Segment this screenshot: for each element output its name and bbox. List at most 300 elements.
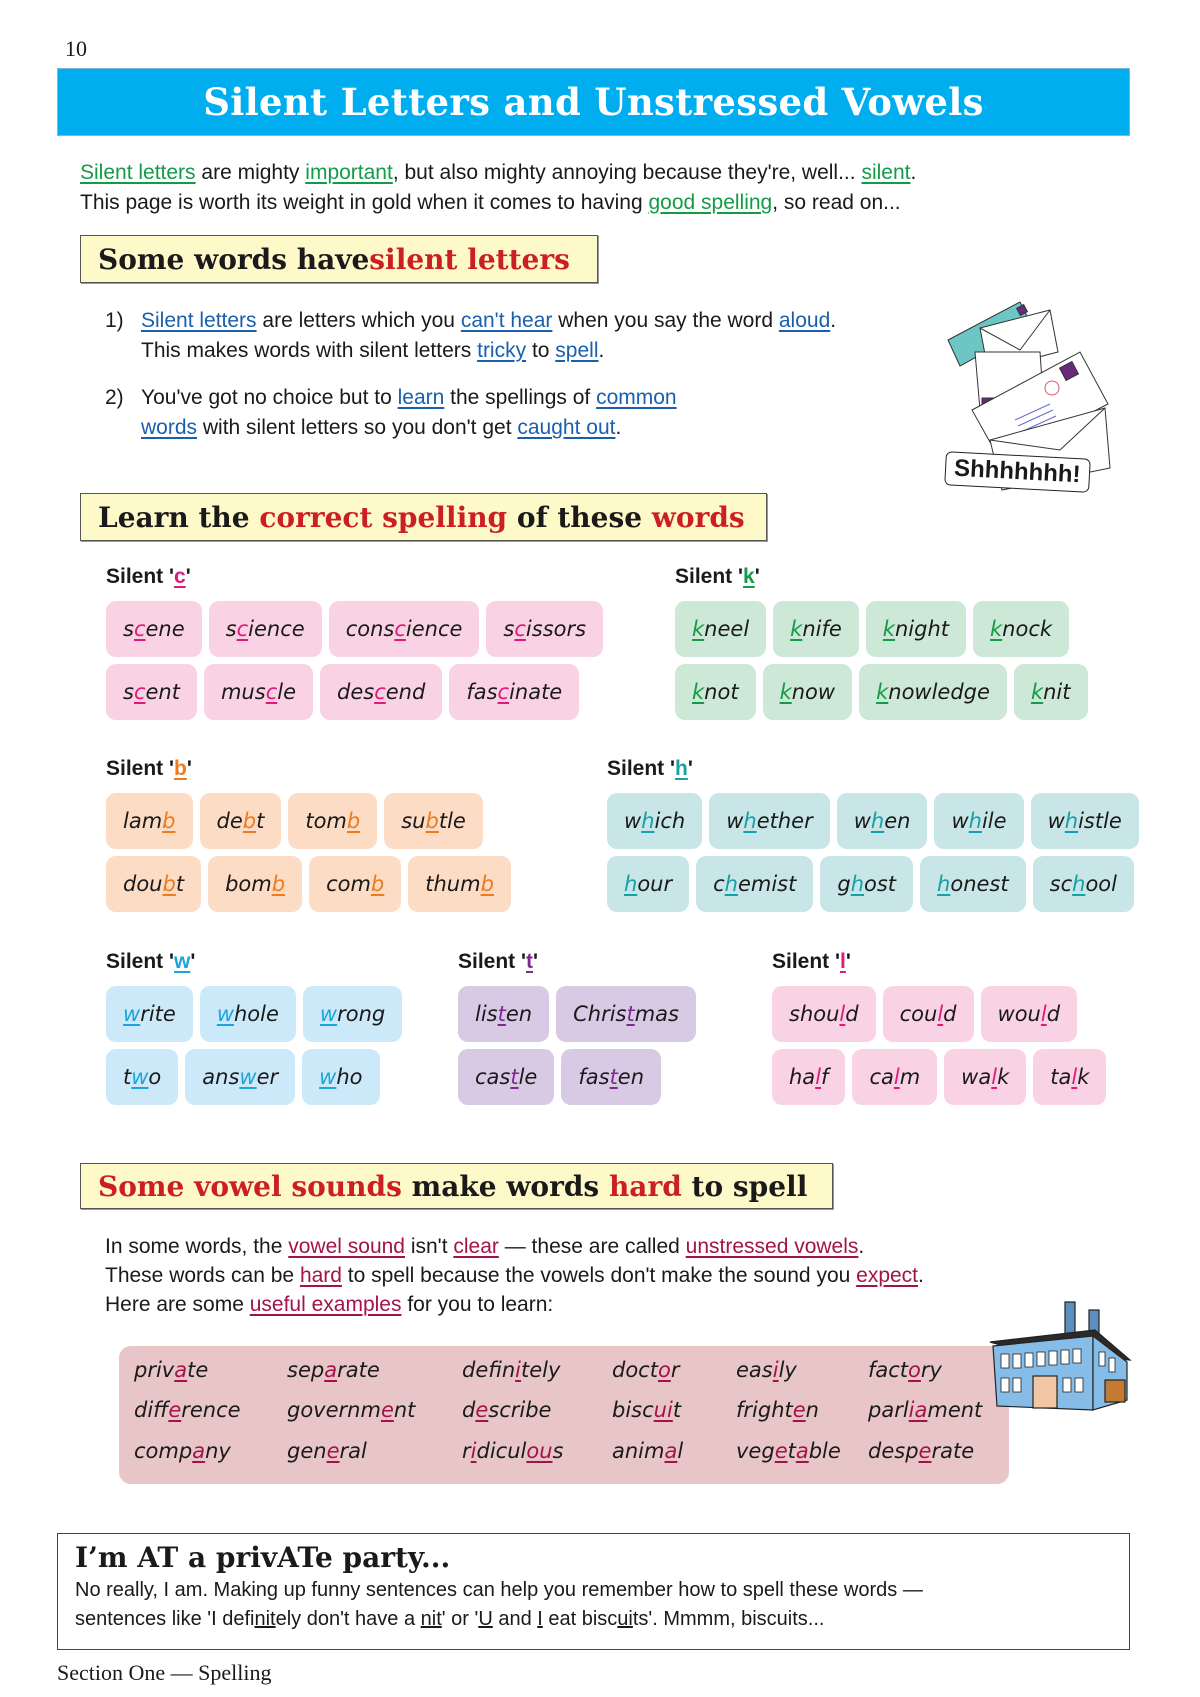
silent-letter: h [724,872,738,896]
word-part: d [845,1002,859,1026]
word-part: n [805,1398,819,1422]
word-row [772,986,1106,1042]
word-pill [1031,793,1139,849]
word-part: istle [1078,809,1122,833]
silent-letter: c [133,680,146,704]
word-pill [981,986,1078,1042]
vowel-example-word [736,1358,797,1382]
highlighted-term: aloud [778,309,831,332]
word-part: wa [961,1065,992,1089]
word-part: te [187,1358,209,1382]
word-part: issors [525,617,587,641]
word-part: doct [612,1358,658,1382]
word-pill [772,1049,845,1105]
text-run: . [598,339,605,362]
heading-highlight: silent letters [369,242,570,276]
word-pill [320,664,442,720]
word-part: des [337,680,375,704]
group-label: Silent 'k' [675,565,760,588]
word-pill [449,664,579,720]
heading-highlight: words [651,500,745,534]
word-row [458,1049,696,1105]
vowel-example-word [868,1439,974,1463]
word-part: ly [778,1358,797,1382]
intro-text [80,158,916,218]
highlighted-term: Silent letters [141,309,257,332]
word-part: now [791,680,836,704]
text-run: You've got no choice but to [141,386,398,409]
word-pill [973,601,1069,657]
silent-letter: e [380,1398,394,1422]
highlighted-term: expect [856,1264,919,1287]
word-part: governm [287,1398,381,1422]
silent-letter: h [1064,809,1079,833]
word-row [106,793,511,849]
text-run: to [526,339,556,362]
word-pill [556,986,696,1042]
group-label: Silent 'w' [106,950,196,973]
word-pill [696,856,813,912]
silent-letter: k [1030,680,1044,704]
vowel-example-word [736,1439,841,1463]
word-pill [675,601,766,657]
highlighted-term: caught out [517,416,616,439]
word-pill [772,986,876,1042]
word-part: nock [1002,617,1053,641]
word-part: s [225,617,237,641]
word-part: l [677,1439,684,1463]
word-part: our [637,872,673,896]
silent-letter: t [626,1002,635,1026]
silent-c-group [106,565,603,720]
word-row [106,664,603,720]
highlighted-term: learn [397,386,445,409]
word-part: bom [225,872,272,896]
word-row [106,601,603,657]
word-part: ny [205,1439,231,1463]
vowel-example-word [287,1439,367,1463]
word-pill [200,793,282,849]
word-part: fright [736,1398,793,1422]
word-part: anim [612,1439,665,1463]
silent-letter: k [876,680,889,704]
word-part: veg [736,1439,775,1463]
silent-letter: b [271,872,286,896]
word-part: eas [736,1358,773,1382]
word-pill [458,1049,554,1105]
text-run: In some words, the [105,1235,289,1258]
word-row [106,856,511,912]
text-run: ts'. Mmmm, biscuits... [632,1608,825,1630]
highlighted-term: useful examples [249,1293,402,1316]
word-part: w [1047,809,1065,833]
word-part: nowledge [888,680,990,704]
word-part: shou [789,1002,840,1026]
word-part: rite [140,1002,176,1026]
word-pill [106,793,193,849]
section-heading-learn-spelling [80,493,767,541]
word-part: en [617,1065,645,1089]
point-text [141,416,621,439]
word-pill [329,601,480,657]
word-pill [106,856,201,912]
word-part: nife [802,617,842,641]
point-text [141,386,677,409]
word-part: Chris [573,1002,627,1026]
word-part: mas [634,1002,679,1026]
vowel-example-word [736,1398,819,1422]
word-part: neel [704,617,750,641]
text-run: are letters which you [256,309,461,332]
section-footer: Section One — Spelling [57,1660,272,1685]
silent-letter: b [162,872,176,896]
silent-letter: e [792,1398,806,1422]
word-pill [675,664,756,720]
silent-letter: i [470,1439,477,1463]
highlighted-term: unstressed vowels [685,1235,859,1258]
word-part: t [672,1398,682,1422]
text-run: . [830,309,837,332]
word-part: ble [808,1439,841,1463]
word-part: scribe [488,1398,552,1422]
intro-line-1 [80,158,916,188]
text-run: This makes words with silent letters [141,339,478,362]
group-label: Silent 'h' [607,757,693,780]
word-part: t [256,809,265,833]
silent-letter: b [480,872,494,896]
silent-letter: k [692,617,705,641]
silent-letter: l [937,1002,944,1026]
word-part: ha [789,1065,816,1089]
word-part: rence [181,1398,241,1422]
text-run: This page is worth its weight in gold when it comes to having [80,191,649,214]
word-part: end [385,680,426,704]
highlighted-term: clear [453,1235,499,1258]
text-run: the spellings of [444,386,597,409]
silent-letter: h [743,809,757,833]
word-pill [204,664,313,720]
word-part: ience [405,617,463,641]
silent-letter: e [774,1439,788,1463]
word-part: inate [509,680,563,704]
word-part: priv [134,1358,175,1382]
word-pill [944,1049,1026,1105]
word-part: comp [134,1439,193,1463]
silent-letter: k [882,617,895,641]
silent-letter: e [918,1439,932,1463]
silent-letter: l [1040,1002,1047,1026]
silent-letter: h [850,872,865,896]
silent-letter: o [908,1358,921,1382]
title-banner [57,68,1130,136]
silent-letter: h [870,809,885,833]
silent-letter: c [265,680,278,704]
word-part: lam [123,809,163,833]
word-pill [773,601,859,657]
silent-letter: w [216,1002,234,1026]
word-part: d [1046,1002,1061,1026]
silent-letter: t [497,1002,506,1026]
word-pill [185,1049,295,1105]
silent-letter: k [779,680,792,704]
word-pill [209,601,322,657]
word-pill [709,793,830,849]
word-part: rate [931,1439,975,1463]
silent-letter: l [893,1065,900,1089]
word-part: ta [1050,1065,1072,1089]
word-part: r [670,1358,680,1382]
word-part: ile [981,809,1007,833]
word-part: not [704,680,739,704]
word-pill [607,793,702,849]
word-part: rong [337,1002,386,1026]
word-part: tom [305,809,347,833]
silent-letter: b [346,809,361,833]
word-part: ich [654,809,686,833]
word-pill [1033,1049,1106,1105]
highlighted-term: hard [299,1264,342,1287]
silent-letter: i [772,1358,779,1382]
word-pill [607,856,689,912]
word-part: cas [475,1065,511,1089]
silent-letter: w [319,1065,337,1089]
word-part: fas [466,680,498,704]
silent-letter: w [131,1065,149,1089]
word-part: tle [438,809,466,833]
silent-letter: c [394,617,406,641]
word-pill [106,664,197,720]
silent-letter: b [370,872,385,896]
group-label: Silent 'l' [772,950,851,973]
point-number: 1) [105,309,124,332]
silent-letter: e [475,1398,489,1422]
word-part: k [997,1065,1010,1089]
word-part: o [148,1065,162,1089]
word-part: wou [997,1002,1041,1026]
vowel-example-word [612,1439,683,1463]
text-run: with silent letters so you don't get [197,416,518,439]
word-pill [561,1049,661,1105]
word-part: s [123,680,134,704]
word-part: lis [475,1002,498,1026]
word-part: mus [220,680,266,704]
silent-letter: a [324,1358,338,1382]
silent-letter: h [1072,872,1086,896]
word-part: ans [202,1065,240,1089]
silent-letter: o [657,1358,671,1382]
word-pill [920,856,1026,912]
shh-speech-bubble: Shhhhhhh! [944,451,1090,493]
word-pill [303,986,402,1042]
vowel-example-word [462,1439,563,1463]
silent-letter: e [168,1398,182,1422]
word-part: s [123,617,134,641]
silent-b-group [106,757,511,912]
heading-text: of these [507,500,652,534]
word-part: fas [578,1065,610,1089]
silent-letter: t [510,1065,519,1089]
silent-letter: h [641,809,655,833]
highlighted-term: tricky [477,339,527,362]
word-part: defin [462,1358,516,1382]
heading-text: to spell [681,1169,808,1203]
silent-letter: h [624,872,638,896]
heading-highlight: hard [608,1169,682,1203]
word-part: sep [287,1358,325,1382]
text-line [105,1232,924,1261]
silent-l-group [772,950,1106,1105]
point-2 [105,383,677,443]
word-part: tely [520,1358,561,1382]
silent-letter: w [319,1002,338,1026]
point-text [141,339,604,362]
vowel-example-word [134,1358,208,1382]
silent-letter: ia [908,1398,928,1422]
word-part: d [462,1398,476,1422]
word-part: t [787,1439,796,1463]
tip-box [57,1533,1130,1650]
word-part: rate [337,1358,380,1382]
word-pill [1014,664,1088,720]
section-heading-vowel-sounds [80,1163,833,1209]
word-part: onest [950,872,1009,896]
word-part: en [505,1002,533,1026]
word-part: dicul [476,1439,527,1463]
word-pill [106,1049,178,1105]
word-part: gen [287,1439,327,1463]
word-part: nt [393,1398,416,1422]
heading-text: Learn the [98,500,260,534]
word-pill [837,793,928,849]
vowel-example-word [134,1439,231,1463]
word-part: su [401,809,426,833]
text-run: nit [254,1608,276,1630]
text-line [105,1290,924,1319]
text-run: isn't [405,1235,454,1258]
vowel-example-word [462,1358,560,1382]
silent-letter: c [133,617,146,641]
text-run: . [918,1264,924,1287]
word-part: dou [123,872,163,896]
word-part: ry [920,1358,942,1382]
silent-h-group [607,757,1139,912]
text-line [105,1261,924,1290]
text-run: ely don't have a [275,1608,421,1630]
vowel-example-word [287,1358,380,1382]
word-pill [288,793,377,849]
highlighted-term: can't hear [460,309,553,332]
word-part: ca [869,1065,894,1089]
word-part: w [726,809,744,833]
word-pill [408,856,511,912]
word-part: g [837,872,851,896]
heading-text: make words [401,1169,609,1203]
word-pill [763,664,853,720]
silent-letter: l [815,1065,822,1089]
silent-letter: l [839,1002,846,1026]
word-part: nit [1043,680,1071,704]
text-run: — these are called [498,1235,686,1258]
section-heading-silent-letters [80,235,598,283]
word-part: de [216,809,243,833]
group-label: Silent 't' [458,950,539,973]
highlighted-term: important [305,161,393,184]
word-part: ool [1085,872,1117,896]
word-part: hole [234,1002,279,1026]
word-part: s [503,617,515,641]
word-part: t [175,872,185,896]
silent-letter: h [937,872,951,896]
word-part: bisc [612,1398,654,1422]
word-part: ral [339,1439,367,1463]
silent-letter: w [123,1002,141,1026]
silent-letter: a [174,1358,188,1382]
silent-letter: k [990,617,1003,641]
word-part: k [1077,1065,1090,1089]
vowel-example-word [868,1398,982,1422]
group-label: Silent 'b' [106,757,192,780]
word-pill [309,856,401,912]
vowel-example-word [462,1398,551,1422]
text-run: No really, I am. Making up funny sentences can help you remember how to spell these words — [75,1579,923,1601]
word-part: ene [145,617,185,641]
silent-letter: c [374,680,386,704]
vowel-example-word [868,1358,942,1382]
word-part: er [256,1065,279,1089]
silent-letter: a [664,1439,678,1463]
word-part: sc [1049,872,1073,896]
unstressed-vowels-text [105,1232,924,1319]
word-pill [866,601,966,657]
word-pill [106,986,193,1042]
word-part: f [821,1065,829,1089]
intro-line-2 [80,188,916,218]
text-run: Here are some [105,1293,250,1316]
silent-letter: ou [526,1439,553,1463]
word-part: ost [864,872,897,896]
tip-title: I’m AT a privATe party... [75,1541,451,1574]
silent-letter: a [192,1439,206,1463]
word-pill [820,856,913,912]
vowel-example-word [134,1398,241,1422]
word-pill [208,856,302,912]
text-run: U [478,1608,493,1630]
highlighted-term: Silent letters [80,161,196,184]
word-part: ent [145,680,180,704]
unstressed-vowel-examples [119,1346,1009,1484]
word-part: desp [868,1439,919,1463]
text-run: when you say the word [552,309,779,332]
text-run: ui [617,1608,633,1630]
text-run: These words can be [105,1264,300,1287]
point-number: 2) [105,386,124,409]
text-run: eat bisc [542,1608,618,1630]
silent-t-group [458,950,696,1105]
heading-highlight: Some vowel sounds [98,1169,402,1203]
text-run: for you to learn: [401,1293,554,1316]
point-text [141,309,836,332]
word-part: d [943,1002,957,1026]
word-part: en [884,809,911,833]
tip-line-1 [75,1576,1112,1605]
word-pill [302,1049,379,1105]
text-run: to spell because the vowels don't make the sound you [341,1264,857,1287]
highlighted-term: good spelling [648,191,773,214]
silent-letter: h [968,809,982,833]
word-pill [934,793,1023,849]
silent-w-group [106,950,402,1105]
word-pill [106,601,202,657]
